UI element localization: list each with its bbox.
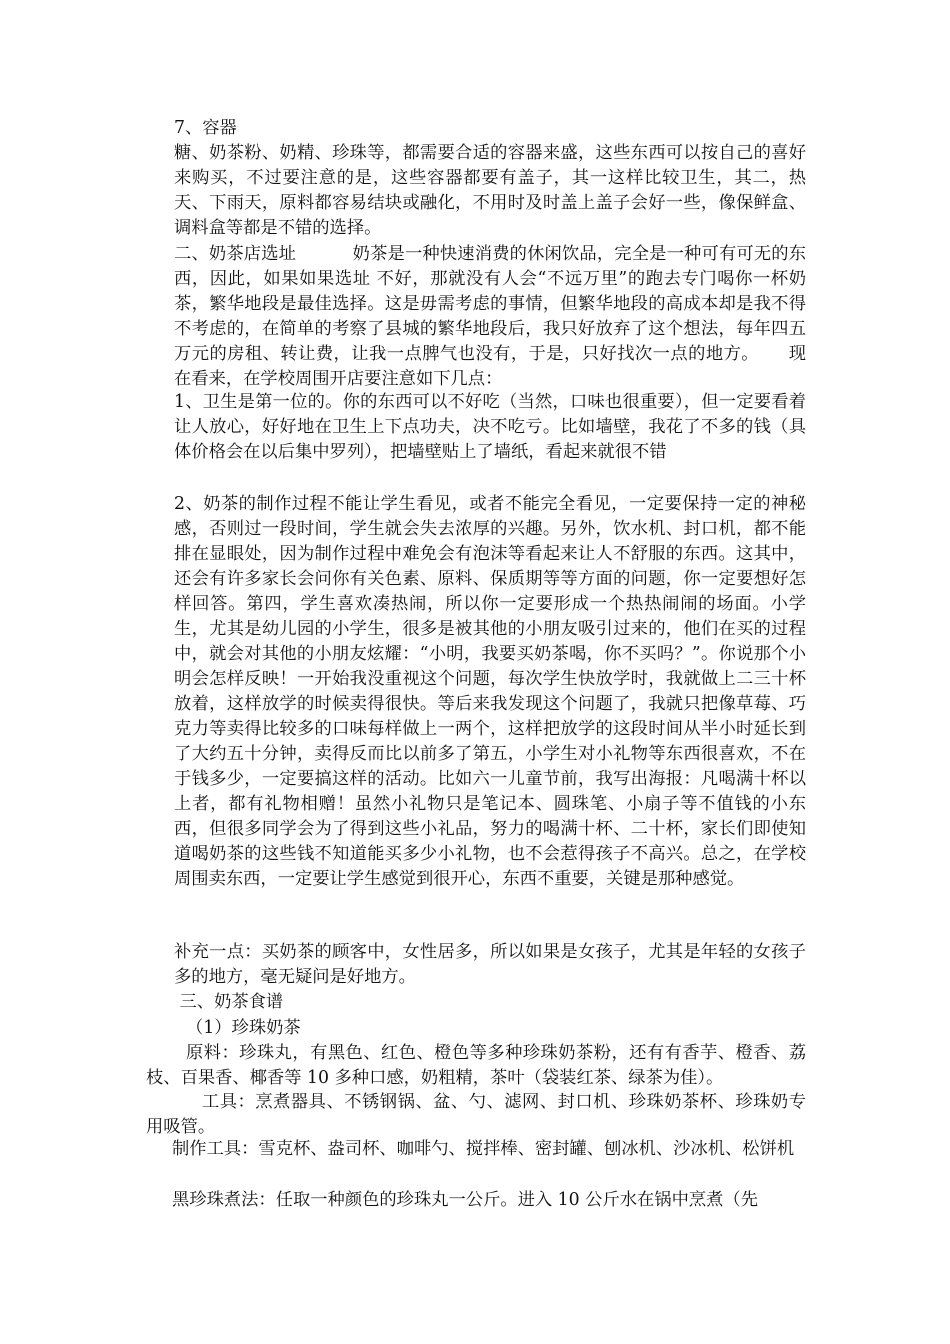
section-7-title: 7、容器 bbox=[174, 118, 237, 138]
supplement-paragraph: 补充一点：买奶茶的顾客中，女性居多，所以如果是女孩子，尤其是年轻的女孩子多的地方，毫无疑问是好地方。 bbox=[174, 942, 806, 987]
tools-paragraph: 工具：烹煮器具、不锈钢锅、盆、勺、滤网、封口机、珍珠奶茶杯、珍珠奶专用吸管。 bbox=[146, 1092, 806, 1137]
section-2-heading-paragraph: 二、奶茶店选址 奶茶是一种快速消费的休闲饮品，完全是一种可有可无的东西，因此，如果如果选址 不好，那就没有人会“不远万里”的跑去专门喝你一杯奶茶，繁华地段是最佳选择。这是毋需考虑的事情，但繁华地段的高成本却是我不得不考虑的，在简单的考察了县城的繁华地段后，我只好放弃了这个想法，每年四五万元的房租、转让费，让我一点脾气也没有，于是，只好找次一点的地方。 现在看来，在学校周围开店要注意如下几点： bbox=[174, 244, 806, 389]
make-tools-paragraph: 制作工具：雪克杯、盎司杯、咖啡勺、搅拌棒、密封罐、刨冰机、沙冰机、松饼机 bbox=[172, 1139, 795, 1159]
ingredients-paragraph: 原料：珍珠丸，有黑色、红色、橙色等多种珍珠奶茶粉，还有有香芋、橙香、荔枝、百果香、椰香等 10 多种口感，奶粗精，茶叶（袋装红茶、绿茶为佳）。 bbox=[146, 1043, 806, 1088]
section-7-body: 糖、奶茶粉、奶精、珍珠等，都需要合适的容器来盛，这些东西可以按自己的喜好来购买，不过要注意的是，这些容器都要有盖子，其一这样比较卫生，其二，热天、下雨天，原料都容易结块或融化，不用时及时盖上盖子会好一些，像保鲜盒、调料盒等都是不错的选择。 bbox=[174, 143, 806, 238]
point-2-paragraph: 2、奶茶的制作过程不能让学生看见，或者不能完全看见，一定要保持一定的神秘感，否则过一段时间，学生就会失去浓厚的兴趣。另外，饮水机、封口机，都不能排在显眼处，因为制作过程中难免会有泡沫等看起来让人不舒服的东西。这其中，还会有许多家长会问你有关色素、原料、保质期等等方面的问题，你一定要想好怎样回答。第四，学生喜欢凑热闹，所以你一定要形成一个热热闹闹的场面。小学生，尤其是幼儿园的小学生，很多是被其他的小朋友吸引过来的，他们在买的过程中，就会对其他的小朋友炫耀：“小明，我要买奶茶喝，你不买吗？”。你说那个小明会怎样反映！一开始我没重视这个问题，每次学生快放学时，我就做上二三十杯放着，这样放学的时候卖得很快。等后来我发现这个问题了，我就只把像草莓、巧克力等卖得比较多的口味每样做上一两个，这样把放学的这段时间从半小时延长到了大约五十分钟，卖得反而比以前多了第五，小学生对小礼物等东西很喜欢，不在于钱多少，一定要搞这样的活动。比如六一儿童节前，我写出海报：凡喝满十杯以上者，都有礼物相赠！虽然小礼物只是笔记本、圆珠笔、小扇子等不值钱的小东西，但很多同学会为了得到这些小礼品，努力的喝满十杯、二十杯，家长们即使知道喝奶茶的这些钱不知道能买多少小礼物，也不会惹得孩子不高兴。总之，在学校周围卖东西，一定要让学生感觉到很开心，东西不重要，关键是那种感觉。 bbox=[174, 494, 806, 889]
recipe-1-title: （1）珍珠奶茶 bbox=[186, 1018, 301, 1038]
section-3-title: 三、奶茶食谱 bbox=[174, 992, 284, 1012]
point-1-paragraph: 1、卫生是第一位的。你的东西可以不好吃（当然，口味也很重要），但一定要看着让人放心，好好地在卫生上下点功夫，决不吃亏。比如墙壁，我花了不多的钱（具体价格会在以后集中罗列），把墙壁贴上了墙纸，看起来就很不错 bbox=[174, 392, 806, 462]
black-pearl-paragraph: 黑珍珠煮法：任取一种颜色的珍珠丸一公斤。进入 10 公斤水在锅中烹煮（先 bbox=[172, 1190, 758, 1210]
